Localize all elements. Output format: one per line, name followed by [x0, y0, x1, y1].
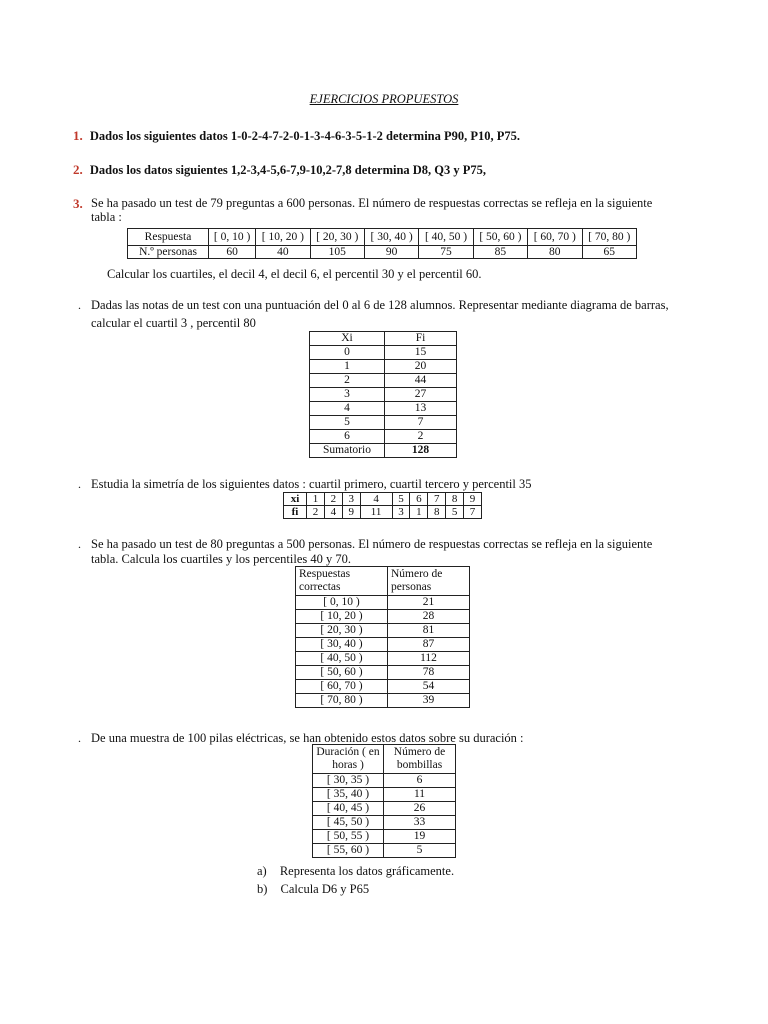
table-cell: 75 — [419, 246, 473, 259]
table-row — [284, 493, 482, 506]
table-cell: 4 — [360, 493, 392, 506]
table-header-cell: Xi — [310, 332, 385, 346]
table-cell: 78 — [388, 666, 470, 680]
table-cell: 6 — [384, 774, 456, 788]
table-cell: 6 — [310, 430, 385, 444]
exercise-7-item-a — [257, 864, 454, 879]
table-row — [310, 360, 457, 374]
table-header-cell — [388, 567, 470, 596]
table-cell: 2 — [310, 374, 385, 388]
exercise-4-line2: calcular el cuartil 3 , percentil 80 — [91, 316, 256, 330]
exercise-3-number-text: 3. — [73, 196, 83, 211]
table-cell: 7 — [428, 493, 446, 506]
header-line: horas ) — [332, 759, 364, 771]
table-row — [313, 774, 456, 788]
table-row — [296, 567, 470, 596]
table-row — [296, 652, 470, 666]
table-cell: 3 — [342, 493, 360, 506]
table-row — [313, 844, 456, 858]
table-row — [313, 745, 456, 774]
table-cell: [ 70, 80 ) — [582, 229, 637, 246]
header-line: Número de — [393, 746, 446, 758]
table-row — [284, 506, 482, 519]
table-cell: 5 — [392, 493, 410, 506]
table-row — [310, 416, 457, 430]
table-row — [296, 666, 470, 680]
table-cell: 44 — [385, 374, 457, 388]
table-header-cell: xi — [284, 493, 307, 506]
table-cell: 1 — [310, 360, 385, 374]
table-cell: 85 — [473, 246, 527, 259]
table-row — [296, 624, 470, 638]
header-line: personas — [391, 581, 432, 593]
exercise-2-number: 2. — [73, 162, 83, 177]
page-title: EJERCICIOS PROPUESTOS — [309, 92, 459, 106]
table-cell: [ 50, 55 ) — [313, 830, 384, 844]
table-cell: [ 0, 10 ) — [209, 229, 256, 246]
header-line: Número de — [391, 568, 443, 580]
table-header-cell — [384, 745, 456, 774]
exercise-3-after: Calcular los cuartiles, el decil 4, el decil 6, el percentil 30 y el percentil 60. — [107, 267, 482, 281]
table-row — [310, 332, 457, 346]
exercise-3-number — [73, 195, 83, 213]
exercise-6-table — [295, 566, 470, 708]
table-cell: 11 — [360, 506, 392, 519]
table-cell: 15 — [385, 346, 457, 360]
exercise-3-line1: Se ha pasado un test de 79 preguntas a 600 personas. El número de respuestas correctas se refleja en la siguiente — [91, 196, 653, 210]
item-a-label: a) — [257, 864, 267, 878]
table-cell: 5 — [446, 506, 464, 519]
table-cell: 26 — [384, 802, 456, 816]
table-cell: 1 — [410, 506, 428, 519]
table-cell: 19 — [384, 830, 456, 844]
table-cell: 3 — [310, 388, 385, 402]
table-cell: [ 30, 40 ) — [296, 638, 388, 652]
table-cell: 39 — [388, 694, 470, 708]
table-cell: [ 20, 30 ) — [310, 229, 364, 246]
table-header-cell: fi — [284, 506, 307, 519]
table-cell: 5 — [310, 416, 385, 430]
table-cell: [ 10, 20 ) — [256, 229, 310, 246]
table-cell: [ 40, 50 ) — [296, 652, 388, 666]
table-row — [310, 388, 457, 402]
table-cell: [ 30, 35 ) — [313, 774, 384, 788]
table-header-cell — [313, 745, 384, 774]
exercise-7-table — [312, 744, 456, 858]
table-cell: [ 10, 20 ) — [296, 610, 388, 624]
table-cell: [ 35, 40 ) — [313, 788, 384, 802]
table-row — [313, 830, 456, 844]
table-cell: 33 — [384, 816, 456, 830]
exercise-3-table — [127, 228, 637, 259]
exercise-1 — [73, 128, 520, 144]
table-cell: 4 — [310, 402, 385, 416]
table-cell: [ 40, 45 ) — [313, 802, 384, 816]
table-row — [310, 430, 457, 444]
table-cell: 7 — [385, 416, 457, 430]
table-cell: [ 60, 70 ) — [296, 680, 388, 694]
exercise-6-bullet: . — [78, 537, 81, 551]
exercise-6-line2: tabla. Calcula los cuartiles y los percentiles 40 y 70. — [91, 552, 351, 566]
table-cell: 0 — [310, 346, 385, 360]
item-b-label: b) — [257, 882, 268, 896]
table-cell: 105 — [310, 246, 364, 259]
exercise-4-line1: Dadas las notas de un test con una puntuación del 0 al 6 de 128 alumnos. Representar mediante diagrama de barras, — [91, 298, 669, 312]
exercise-3-line2: tabla : — [91, 210, 122, 224]
table-row — [296, 610, 470, 624]
header-line: Duración ( en — [316, 746, 380, 758]
table-cell: 2 — [324, 493, 342, 506]
table-cell: [ 50, 60 ) — [473, 229, 527, 246]
table-cell: [ 60, 70 ) — [528, 229, 582, 246]
exercise-5-bullet: . — [78, 477, 81, 491]
table-row — [313, 816, 456, 830]
exercise-4-bullet: . — [78, 298, 81, 312]
table-cell: [ 0, 10 ) — [296, 596, 388, 610]
item-a-text: Representa los datos gráficamente. — [279, 864, 455, 878]
table-row — [310, 402, 457, 416]
table-total-value: 128 — [385, 444, 457, 458]
exercise-2-text: Dados los datos siguientes 1,2-3,4-5,6-7,9-10,2-7,8 determina D8, Q3 y P75, — [89, 163, 487, 177]
exercise-7-text: De una muestra de 100 pilas eléctricas, se han obtenido estos datos sobre su duración : — [91, 731, 524, 745]
table-cell: 21 — [388, 596, 470, 610]
table-header-cell: Fi — [385, 332, 457, 346]
table-row — [296, 680, 470, 694]
table-cell: 28 — [388, 610, 470, 624]
table-header-cell: N.º personas — [128, 246, 209, 259]
table-row — [313, 788, 456, 802]
table-cell: [ 70, 80 ) — [296, 694, 388, 708]
table-cell: 65 — [582, 246, 637, 259]
exercise-7-item-b — [257, 882, 369, 897]
table-cell: [ 40, 50 ) — [419, 229, 473, 246]
table-cell: [ 55, 60 ) — [313, 844, 384, 858]
table-total-label: Sumatorio — [310, 444, 385, 458]
table-cell: [ 45, 50 ) — [313, 816, 384, 830]
table-cell: 7 — [464, 506, 482, 519]
header-line: bombillas — [396, 759, 443, 771]
exercise-1-number: 1. — [73, 128, 83, 143]
table-header-cell: Respuesta — [128, 229, 209, 246]
exercise-5-text: Estudia la simetría de los siguientes datos : cuartil primero, cuartil tercero y percentil 35 — [91, 477, 532, 491]
exercise-1-text: Dados los siguientes datos 1-0-2-4-7-2-0-1-3-4-6-3-5-1-2 determina P90, P10, P75. — [89, 129, 521, 143]
exercise-7-bullet: . — [78, 731, 81, 745]
table-cell: 8 — [428, 506, 446, 519]
table-cell: 8 — [446, 493, 464, 506]
table-row — [128, 229, 637, 246]
table-cell: 54 — [388, 680, 470, 694]
table-cell: 5 — [384, 844, 456, 858]
table-cell: [ 20, 30 ) — [296, 624, 388, 638]
table-cell: 81 — [388, 624, 470, 638]
table-cell: 2 — [307, 506, 325, 519]
table-cell: 4 — [324, 506, 342, 519]
table-cell: 90 — [364, 246, 418, 259]
item-b-text: Calcula D6 y P65 — [280, 882, 370, 896]
table-header-cell — [296, 567, 388, 596]
table-cell: 9 — [464, 493, 482, 506]
table-cell: 87 — [388, 638, 470, 652]
table-row — [296, 638, 470, 652]
header-line: correctas — [299, 581, 341, 593]
table-cell: 9 — [342, 506, 360, 519]
table-cell: [ 30, 40 ) — [364, 229, 418, 246]
exercise-6-line1: Se ha pasado un test de 80 preguntas a 500 personas. El número de respuestas correctas se refleja en la siguiente — [91, 537, 653, 551]
table-cell: 11 — [384, 788, 456, 802]
table-row — [313, 802, 456, 816]
table-row — [310, 444, 457, 458]
table-cell: 40 — [256, 246, 310, 259]
exercise-4-table — [309, 331, 457, 458]
table-row — [128, 246, 637, 259]
table-cell: 1 — [307, 493, 325, 506]
table-cell: 60 — [209, 246, 256, 259]
table-row — [296, 596, 470, 610]
table-row — [310, 374, 457, 388]
table-cell: 13 — [385, 402, 457, 416]
header-line: Respuestas — [299, 568, 351, 580]
exercise-5-table — [283, 492, 482, 519]
table-cell: 6 — [410, 493, 428, 506]
table-cell: 80 — [528, 246, 582, 259]
table-cell: 112 — [388, 652, 470, 666]
table-cell: [ 50, 60 ) — [296, 666, 388, 680]
table-cell: 2 — [385, 430, 457, 444]
table-cell: 27 — [385, 388, 457, 402]
table-row — [296, 694, 470, 708]
table-cell: 20 — [385, 360, 457, 374]
table-row — [310, 346, 457, 360]
table-cell: 3 — [392, 506, 410, 519]
exercise-2 — [73, 162, 486, 178]
